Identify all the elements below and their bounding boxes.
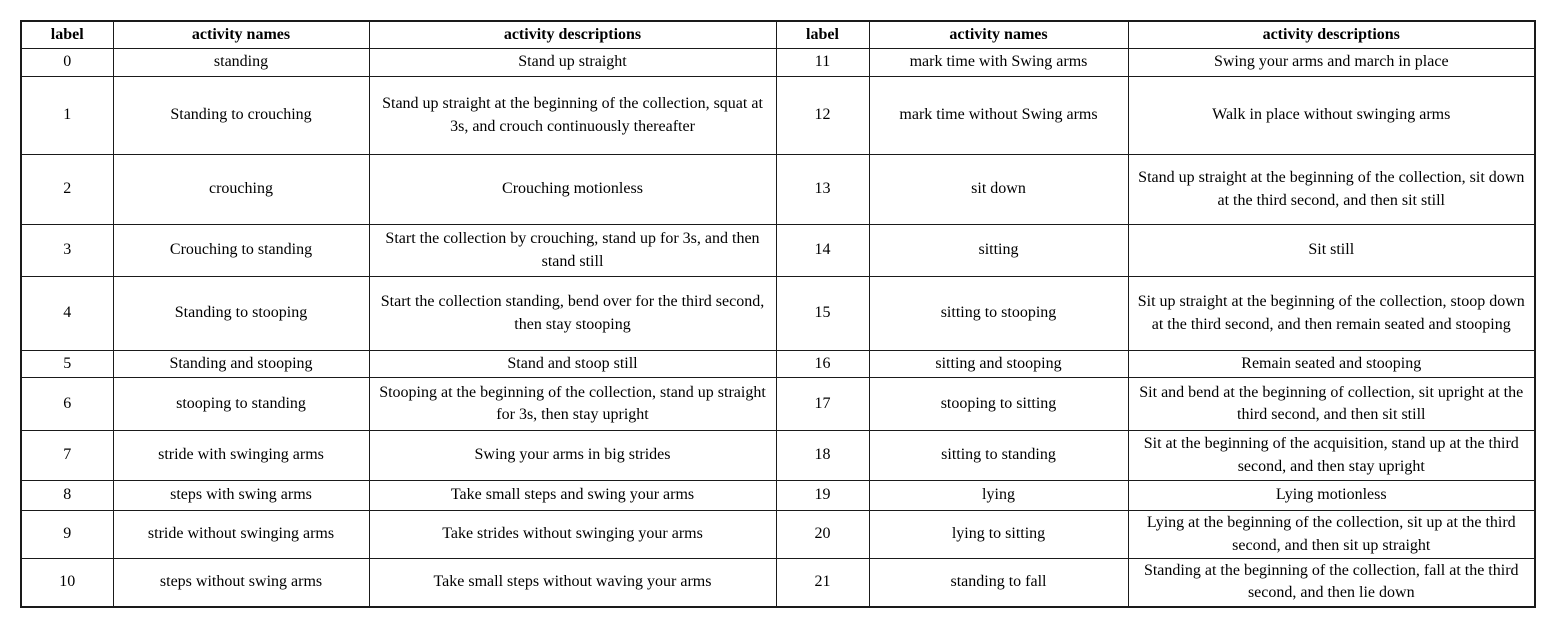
cell-right-label: 15 bbox=[776, 277, 869, 351]
cell-right-label: 12 bbox=[776, 77, 869, 155]
cell-left-name: stooping to standing bbox=[113, 378, 369, 431]
cell-right-description: Sit still bbox=[1128, 225, 1535, 277]
header-activity-descriptions-left: activity descriptions bbox=[369, 21, 776, 49]
cell-right-description: Standing at the beginning of the collection, fall at the third second, and then lie down bbox=[1128, 559, 1535, 607]
cell-left-label: 6 bbox=[21, 378, 113, 431]
cell-right-label: 16 bbox=[776, 351, 869, 378]
cell-right-name: stooping to sitting bbox=[869, 378, 1128, 431]
table-row bbox=[21, 277, 1535, 351]
cell-left-name: standing bbox=[113, 49, 369, 77]
cell-left-label: 9 bbox=[21, 511, 113, 559]
table-row bbox=[21, 431, 1535, 481]
cell-right-name: sit down bbox=[869, 155, 1128, 225]
cell-left-description: Crouching motionless bbox=[369, 155, 776, 225]
table-row bbox=[21, 511, 1535, 559]
cell-right-name: sitting bbox=[869, 225, 1128, 277]
cell-right-name: mark time with Swing arms bbox=[869, 49, 1128, 77]
cell-left-description: Stand and stoop still bbox=[369, 351, 776, 378]
cell-left-description: Take small steps and swing your arms bbox=[369, 481, 776, 511]
cell-left-label: 10 bbox=[21, 559, 113, 607]
cell-left-description: Stooping at the beginning of the collection, stand up straight for 3s, then stay upright bbox=[369, 378, 776, 431]
cell-left-label: 7 bbox=[21, 431, 113, 481]
cell-left-name: Standing and stooping bbox=[113, 351, 369, 378]
cell-right-description: Stand up straight at the beginning of the collection, sit down at the third second, and then sit still bbox=[1128, 155, 1535, 225]
cell-right-description: Sit and bend at the beginning of collection, sit upright at the third second, and then sit still bbox=[1128, 378, 1535, 431]
table-row bbox=[21, 559, 1535, 607]
cell-left-label: 3 bbox=[21, 225, 113, 277]
cell-left-label: 1 bbox=[21, 77, 113, 155]
cell-right-name: lying bbox=[869, 481, 1128, 511]
header-activity-descriptions-right: activity descriptions bbox=[1128, 21, 1535, 49]
cell-left-description: Take small steps without waving your arms bbox=[369, 559, 776, 607]
cell-right-description: Swing your arms and march in place bbox=[1128, 49, 1535, 77]
cell-left-description: Swing your arms in big strides bbox=[369, 431, 776, 481]
cell-left-label: 0 bbox=[21, 49, 113, 77]
cell-left-label: 8 bbox=[21, 481, 113, 511]
cell-left-label: 4 bbox=[21, 277, 113, 351]
cell-right-name: sitting and stooping bbox=[869, 351, 1128, 378]
table-row bbox=[21, 155, 1535, 225]
header-activity-names-left: activity names bbox=[113, 21, 369, 49]
activity-table bbox=[20, 20, 1536, 608]
cell-right-label: 13 bbox=[776, 155, 869, 225]
cell-left-description: Stand up straight bbox=[369, 49, 776, 77]
cell-right-description: Sit at the beginning of the acquisition, stand up at the third second, and then stay upright bbox=[1128, 431, 1535, 481]
cell-left-name: Standing to crouching bbox=[113, 77, 369, 155]
cell-right-description: Sit up straight at the beginning of the collection, stoop down at the third second, and then remain seated and stooping bbox=[1128, 277, 1535, 351]
cell-left-description: Stand up straight at the beginning of the collection, squat at 3s, and crouch continuously thereafter bbox=[369, 77, 776, 155]
cell-right-name: lying to sitting bbox=[869, 511, 1128, 559]
cell-right-label: 21 bbox=[776, 559, 869, 607]
cell-left-name: steps with swing arms bbox=[113, 481, 369, 511]
header-row bbox=[21, 21, 1535, 49]
cell-left-label: 5 bbox=[21, 351, 113, 378]
cell-left-description: Start the collection by crouching, stand up for 3s, and then stand still bbox=[369, 225, 776, 277]
cell-right-description: Remain seated and stooping bbox=[1128, 351, 1535, 378]
table-row bbox=[21, 481, 1535, 511]
cell-left-name: steps without swing arms bbox=[113, 559, 369, 607]
cell-right-label: 14 bbox=[776, 225, 869, 277]
header-label-left: label bbox=[21, 21, 113, 49]
table-row bbox=[21, 49, 1535, 77]
cell-right-label: 11 bbox=[776, 49, 869, 77]
cell-left-description: Start the collection standing, bend over for the third second, then stay stooping bbox=[369, 277, 776, 351]
cell-right-label: 19 bbox=[776, 481, 869, 511]
cell-left-name: Standing to stooping bbox=[113, 277, 369, 351]
cell-right-name: standing to fall bbox=[869, 559, 1128, 607]
cell-right-description: Walk in place without swinging arms bbox=[1128, 77, 1535, 155]
header-label-right: label bbox=[776, 21, 869, 49]
table-row bbox=[21, 351, 1535, 378]
table-row bbox=[21, 77, 1535, 155]
table-row bbox=[21, 225, 1535, 277]
table-row bbox=[21, 378, 1535, 431]
cell-right-name: sitting to standing bbox=[869, 431, 1128, 481]
cell-right-name: sitting to stooping bbox=[869, 277, 1128, 351]
cell-left-label: 2 bbox=[21, 155, 113, 225]
cell-right-label: 18 bbox=[776, 431, 869, 481]
cell-right-label: 20 bbox=[776, 511, 869, 559]
cell-right-name: mark time without Swing arms bbox=[869, 77, 1128, 155]
table-body bbox=[21, 49, 1535, 607]
cell-right-description: Lying motionless bbox=[1128, 481, 1535, 511]
cell-right-label: 17 bbox=[776, 378, 869, 431]
cell-left-name: crouching bbox=[113, 155, 369, 225]
header-activity-names-right: activity names bbox=[869, 21, 1128, 49]
cell-left-name: stride without swinging arms bbox=[113, 511, 369, 559]
cell-left-description: Take strides without swinging your arms bbox=[369, 511, 776, 559]
cell-left-name: Crouching to standing bbox=[113, 225, 369, 277]
cell-left-name: stride with swinging arms bbox=[113, 431, 369, 481]
cell-right-description: Lying at the beginning of the collection, sit up at the third second, and then sit up straight bbox=[1128, 511, 1535, 559]
